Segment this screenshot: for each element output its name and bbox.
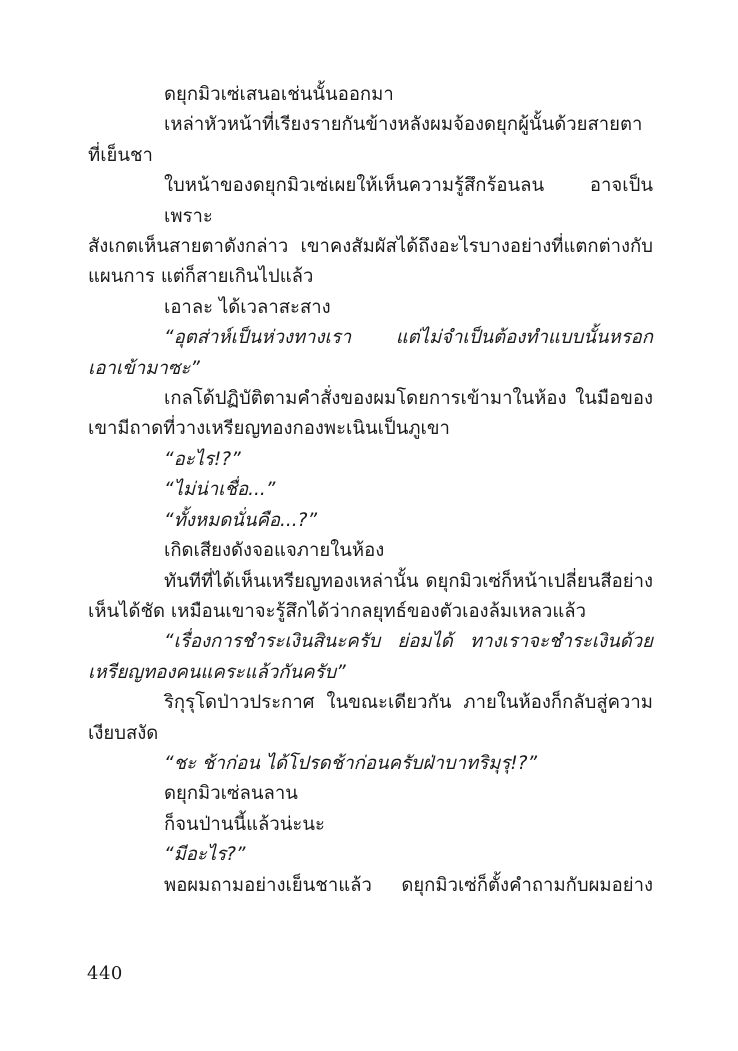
text-line: “ทั้งหมดนั่นคือ...?” <box>164 509 318 531</box>
text-line: เงียบสงัด <box>88 722 159 744</box>
text-line: ริกุรุโดป่าวประกาศ ในขณะเดียวกัน ภายในห้องก็กลับสู่ความ <box>164 692 653 714</box>
text-line: เห็นได้ชัด เหมือนเขาจะรู้สึกได้ว่ากลยุทธ์ของตัวเองล้มเหลวแล้ว <box>88 600 587 622</box>
dialogue-paragraph <box>88 475 653 505</box>
narration-paragraph <box>88 567 653 628</box>
text-line: ดยุกมิวเซ่เสนอเช่นนั้นออกมา <box>164 84 394 105</box>
narration-paragraph <box>88 80 653 110</box>
dialogue-paragraph <box>88 445 653 475</box>
text-line: ใบหน้าของดยุกมิวเซ่เผยให้เห็นความรู้สึกร้อนลน อาจเป็นเพราะ <box>164 175 653 227</box>
text-line: “เรื่องการชำระเงินสินะครับ ย่อมได้ ทางเราจะชำระเงินด้วย <box>164 631 653 653</box>
text-line: ทันทีที่ได้เห็นเหรียญทองเหล่านั้น ดยุกมิวเซ่ก็หน้าเปลี่ยนสีอย่าง <box>164 570 653 592</box>
narration-paragraph <box>88 171 653 293</box>
narration-paragraph <box>88 810 653 840</box>
text-line: สังเกตเห็นสายตาดังกล่าว เขาคงสัมผัสได้ถึงอะไรบางอย่างที่แตกต่างกับ <box>88 236 653 258</box>
text-line: “อะไร!?” <box>164 448 241 470</box>
text-line: “มีอะไร?” <box>164 844 246 866</box>
narration-paragraph <box>88 871 653 901</box>
narration-paragraph <box>88 293 653 323</box>
text-line: พอผมถามอย่างเย็นชาแล้ว ดยุกมิวเซ่ก็ตั้งคำถามกับผมอย่าง <box>164 874 653 896</box>
text-line: ที่เย็นชา <box>88 144 153 166</box>
narration-paragraph <box>88 384 653 445</box>
dialogue-paragraph <box>88 323 653 384</box>
narration-paragraph <box>88 110 653 171</box>
narration-paragraph <box>88 779 653 809</box>
text-line: เหล่าหัวหน้าที่เรียงรายกันข้างหลังผมจ้องดยุกผู้นั้นด้วยสายตา <box>164 114 643 136</box>
text-line: “ชะ ช้าก่อน ได้โปรดช้าก่อนครับฝ่าบาทริมุรุ!?” <box>164 752 538 774</box>
text-line: ก็จนป่านนี้แล้วน่ะนะ <box>164 813 325 835</box>
text-line: ดยุกมิวเซ่ลนลาน <box>164 783 298 805</box>
text-line: เอาเข้ามาซะ” <box>88 357 200 379</box>
dialogue-paragraph <box>88 627 653 688</box>
dialogue-paragraph <box>88 506 653 536</box>
narration-paragraph <box>88 688 653 749</box>
text-line: เขามีถาดที่วางเหรียญทองกองพะเนินเป็นภูเขา <box>88 418 450 440</box>
text-line: เหรียญทองคนแคระแล้วกันครับ” <box>88 661 346 683</box>
page-number: 440 <box>87 963 123 984</box>
text-line: เกิดเสียงดังจอแจภายในห้อง <box>164 540 385 562</box>
text-line: “อุตส่าห์เป็นห่วงทางเรา แต่ไม่จำเป็นต้องทำแบบนั้นหรอก <box>164 327 653 349</box>
dialogue-paragraph <box>88 749 653 779</box>
page-body <box>88 80 653 901</box>
text-line: เกลโด้ปฏิบัติตามคำสั่งของผมโดยการเข้ามาในห้อง ในมือของ <box>164 388 653 410</box>
narration-paragraph <box>88 536 653 566</box>
text-line: แผนการ แต่ก็สายเกินไปแล้ว <box>88 266 314 288</box>
text-line: “ไม่น่าเชื่อ...” <box>164 479 276 501</box>
dialogue-paragraph <box>88 840 653 870</box>
text-line: เอาละ ได้เวลาสะสาง <box>164 296 331 318</box>
